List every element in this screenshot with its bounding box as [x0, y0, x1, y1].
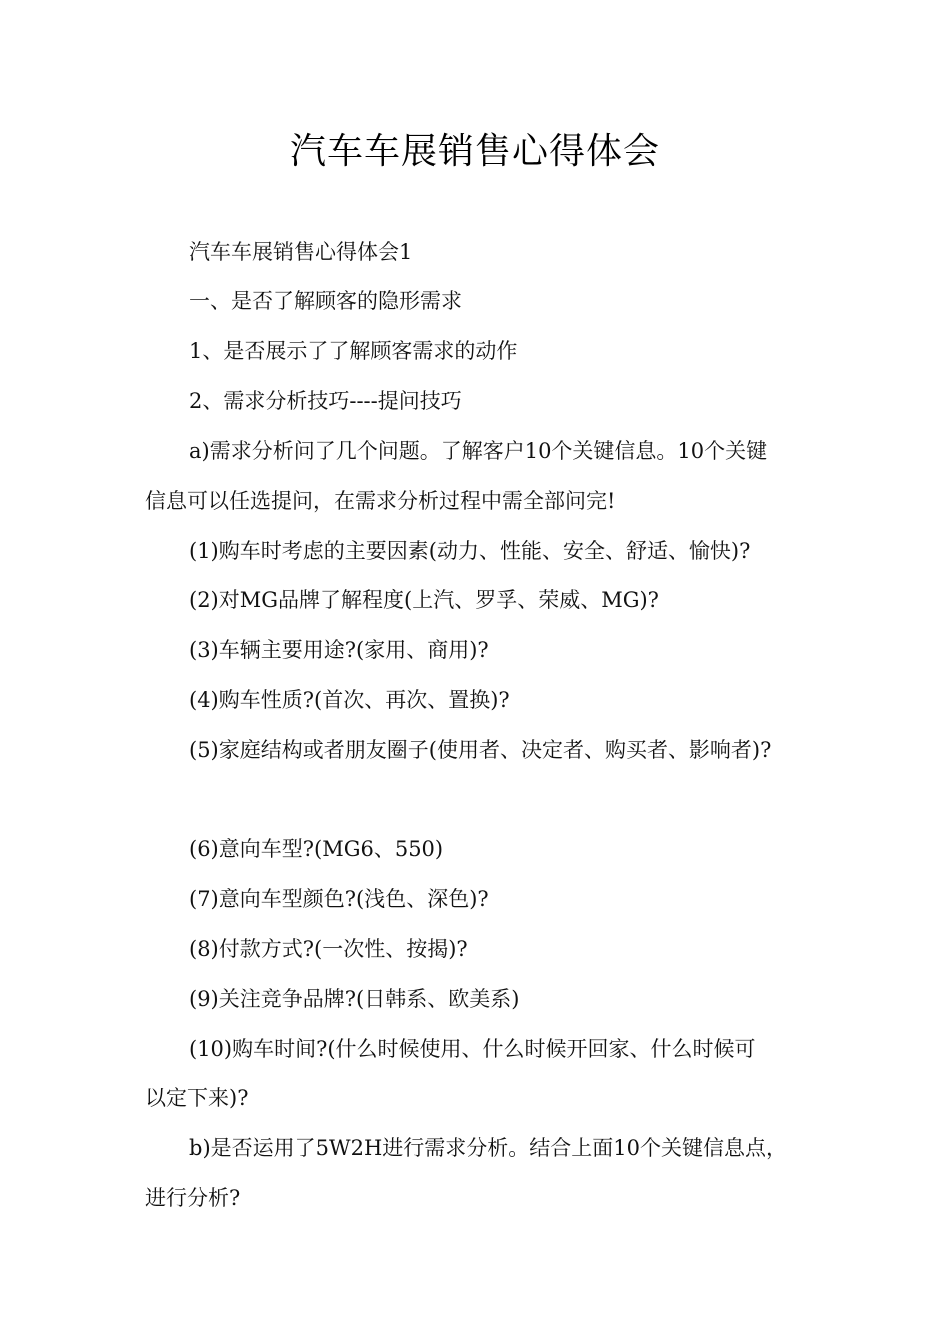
- paragraph-line: 信息可以任选提问，在需求分析过程中需全部问完!: [145, 489, 616, 513]
- list-item: 以定下来)?: [145, 1086, 249, 1110]
- section-heading: 汽车车展销售心得体会1: [189, 240, 413, 264]
- list-item: (2)对MG品牌了解程度(上汽、罗孚、荣威、MG)?: [189, 588, 659, 612]
- paragraph-line: 1、是否展示了了解顾客需求的动作: [189, 339, 518, 363]
- list-item: (8)付款方式?(一次性、按揭)?: [189, 937, 468, 961]
- list-item: (9)关注竞争品牌?(日韩系、欧美系): [189, 987, 520, 1011]
- list-item: (7)意向车型颜色?(浅色、深色)?: [189, 887, 489, 911]
- list-item: (5)家庭结构或者朋友圈子(使用者、决定者、购买者、影响者)?: [189, 738, 772, 762]
- paragraph-line: b)是否运用了5W2H进行需求分析。结合上面10个关键信息点，: [189, 1136, 787, 1160]
- list-item: (6)意向车型?(MG6、550): [189, 837, 444, 861]
- list-item: (1)购车时考虑的主要因素(动力、性能、安全、舒适、愉快)?: [189, 539, 751, 563]
- paragraph-line: 一、是否了解顾客的隐形需求: [189, 289, 462, 313]
- paragraph-line: 2、需求分析技巧----提问技巧: [189, 389, 462, 413]
- list-item: (3)车辆主要用途?(家用、商用)?: [189, 638, 489, 662]
- page-title: 汽车车展销售心得体会: [289, 131, 660, 172]
- list-item: (10)购车时间?(什么时候使用、什么时候开回家、什么时候可: [189, 1037, 756, 1061]
- paragraph-line: a)需求分析问了几个问题。了解客户10个关键信息。10个关键: [189, 439, 768, 463]
- list-item: (4)购车性质?(首次、再次、置换)?: [189, 688, 510, 712]
- paragraph-line: 进行分析?: [145, 1186, 241, 1210]
